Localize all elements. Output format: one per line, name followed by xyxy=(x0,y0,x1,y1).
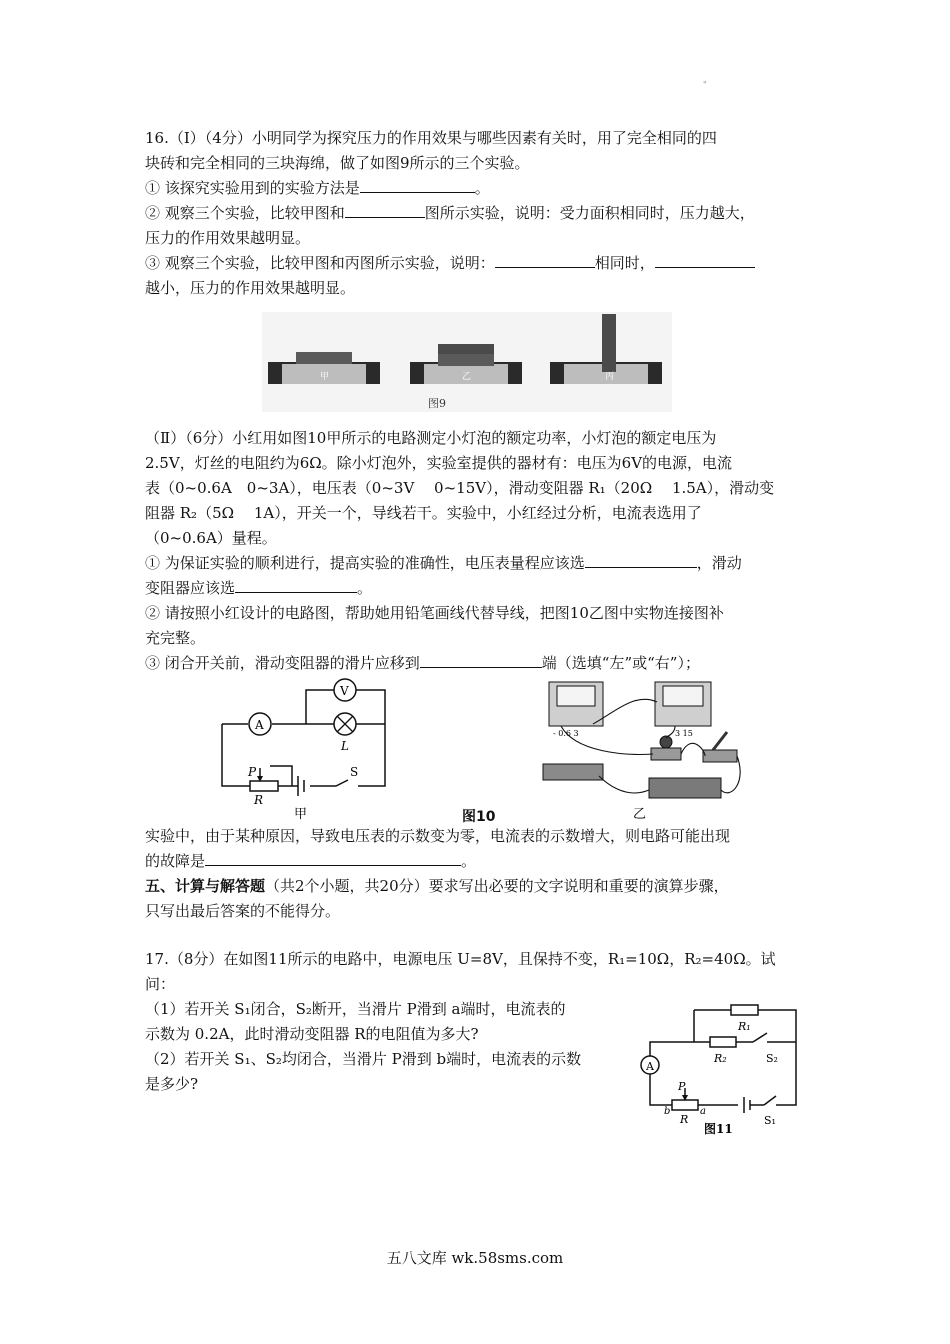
answer-blank[interactable] xyxy=(495,251,595,268)
q16-part2-5: （0~0.6A）量程。 xyxy=(145,529,277,547)
fig11-p-label: P xyxy=(678,1080,686,1093)
q16-part2-2: 2.5V，灯丝的电阻约为6Ω。除小灯泡外，实验室提供的器材有：电压为6V的电源，电流 xyxy=(145,454,733,472)
fig9-label-yi: 乙 xyxy=(462,372,472,382)
q16-part2-4: 阻器 R₂（5Ω 1A），开关一个，导线若干。实验中，小红经过分析，电流表选用了 xyxy=(145,504,702,522)
q16-item2 xyxy=(145,201,755,225)
q16-item2-text-b: 图所示实验，说明：受力面积相同时，压力越大， xyxy=(424,204,755,222)
rheostat-icon xyxy=(672,1100,698,1110)
q16-fault-end: 。 xyxy=(461,852,477,870)
rheostat-device-icon xyxy=(543,764,603,780)
answer-blank[interactable] xyxy=(345,201,425,218)
fig10-yi-label: 乙 xyxy=(633,807,647,822)
fig11-ammeter-label: A xyxy=(646,1060,654,1073)
q16-p2-item3-text: ③ 闭合开关前，滑动变阻器的滑片应移到 xyxy=(145,654,420,672)
page-footer: 五八文库 wk.58sms.com xyxy=(386,1249,564,1267)
q16-intro-2: 块砖和完全相同的三块海绵，做了如图9所示的三个实验。 xyxy=(145,154,530,172)
ammeter-label: A xyxy=(255,718,264,732)
q16-p2-item1-end: 。 xyxy=(357,579,373,597)
q17-line-1: 17.（8分）在如图11所示的电路中，电源电压 U=8V，且保持不变，R₁=10Ω，R₂=40Ω。试 xyxy=(145,950,776,968)
switch-device-icon xyxy=(703,750,737,762)
q17-sub1-b: 示数为 0.2A，此时滑动变阻器 R的电阻值为多大? xyxy=(145,1025,479,1043)
q16-item1-text: ① 该探究实验用到的实验方法是 xyxy=(145,179,360,197)
q16-p2-item1 xyxy=(145,551,742,575)
q16-fault-text: 的故障是 xyxy=(145,852,206,870)
q16-p2-item2-a: ② 请按照小红设计的电路图，帮助她用铅笔画线代替导线，把图10乙图中实物连接图补 xyxy=(145,604,724,622)
q17-sub2-a: （2）若开关 S₁、S₂均闭合，当滑片 P滑到 b端时，电流表的示数 xyxy=(145,1050,582,1068)
answer-blank[interactable] xyxy=(420,651,542,668)
q16-item1-end: 。 xyxy=(474,179,490,197)
section-5-desc-2: 只写出最后答案的不能得分。 xyxy=(145,902,341,920)
q16-item2-c: 压力的作用效果越明显。 xyxy=(145,229,311,247)
slider-label: P xyxy=(248,765,257,779)
q16-item3 xyxy=(145,251,755,275)
ammeter-scale: - 0.6 3 xyxy=(553,729,579,738)
fig11-a-label: a xyxy=(700,1106,706,1117)
answer-blank[interactable] xyxy=(235,576,357,593)
answer-blank[interactable] xyxy=(585,551,697,568)
answer-blank[interactable] xyxy=(360,176,475,193)
q17-sub1-a: （1）若开关 S₁闭合，S₂断开，当滑片 P滑到 a端时，电流表的 xyxy=(145,1000,566,1018)
fig9-label-bing: 丙 xyxy=(605,372,615,382)
battery-icon xyxy=(649,778,721,798)
fig11-caption: 图11 xyxy=(704,1122,733,1135)
header-mark: " xyxy=(703,80,707,89)
switch-label: S xyxy=(350,765,359,779)
q16-intro-1: 16.（Ⅰ）（4分）小明同学为探究压力的作用效果与哪些因素有关时，用了完全相同的四 xyxy=(145,129,717,147)
answer-blank[interactable] xyxy=(205,849,461,866)
answer-blank[interactable] xyxy=(655,251,755,268)
q16-p2-item1-text-c: 变阻器应该选 xyxy=(145,579,236,597)
section-5-desc: （共2个小题，共20分）要求写出必要的文字说明和重要的演算步骤， xyxy=(265,877,729,895)
bulb-holder-icon xyxy=(651,748,681,760)
resistor-r1-icon xyxy=(731,1005,758,1015)
q16-fault-a: 实验中，由于某种原因，导致电压表的示数变为零，电流表的示数增大，则电路可能出现 xyxy=(145,827,731,845)
section-5-heading xyxy=(145,874,729,898)
figure-10-circuit-jia xyxy=(210,676,430,821)
fig11-r-label: R xyxy=(680,1113,689,1126)
fig10-jia-label: 甲 xyxy=(294,807,308,821)
fig9-caption: 图9 xyxy=(428,397,446,410)
fig11-b-label: b xyxy=(664,1106,671,1117)
resistor-r2-icon xyxy=(710,1037,736,1047)
q16-part2-3: 表（0~0.6A 0~3A），电压表（0~3V 0~15V），滑动变阻器 R₁（20Ω 1.5A），滑动变 xyxy=(145,479,775,497)
q16-item3-c: 越小，压力的作用效果越明显。 xyxy=(145,279,356,297)
q16-item3-text: ③ 观察三个实验，比较甲图和丙图所示实验，说明： xyxy=(145,254,495,272)
q16-p2-item1-text-b: ，滑动 xyxy=(696,554,742,572)
q17-sub2-b: 是多少? xyxy=(145,1075,199,1093)
section-5-title: 五、计算与解答题 xyxy=(145,877,266,895)
fig9-label-jia: 甲 xyxy=(320,372,330,382)
fig10-caption: 图10 xyxy=(462,809,496,825)
q16-item2-text: ② 观察三个实验，比较甲图和 xyxy=(145,204,345,222)
q16-item1 xyxy=(145,176,490,200)
voltmeter-scale: 3 15 xyxy=(675,729,693,738)
q16-p2-item3-text-b: 端（选填“左”或“右”）； xyxy=(541,654,700,672)
rheostat-label: R xyxy=(254,793,264,807)
fig11-s2-label: S₂ xyxy=(766,1052,778,1065)
q16-part2-1: （Ⅱ）（6分）小红用如图10甲所示的电路测定小灯泡的额定功率，小灯泡的额定电压为 xyxy=(145,429,717,447)
figure-9 xyxy=(262,312,672,412)
q16-p2-item1-text: ① 为保证实验的顺利进行，提高实验的准确性，电压表量程应该选 xyxy=(145,554,585,572)
figure-10-physical-yi xyxy=(535,672,750,822)
fig11-r2-label: R₂ xyxy=(714,1052,727,1065)
voltmeter-label: V xyxy=(340,684,349,698)
q16-fault xyxy=(145,849,476,873)
q16-p2-item2-b: 充完整。 xyxy=(145,629,206,647)
q16-p2-item1-c xyxy=(145,576,372,600)
q16-item3-text-b: 相同时， xyxy=(594,254,655,272)
fig11-r1-label: R₁ xyxy=(738,1020,751,1033)
fig11-s1-label: S₁ xyxy=(764,1114,776,1127)
q17-line-2: 问： xyxy=(145,975,176,993)
lamp-label: L xyxy=(341,739,349,753)
figure-11 xyxy=(640,1000,805,1135)
